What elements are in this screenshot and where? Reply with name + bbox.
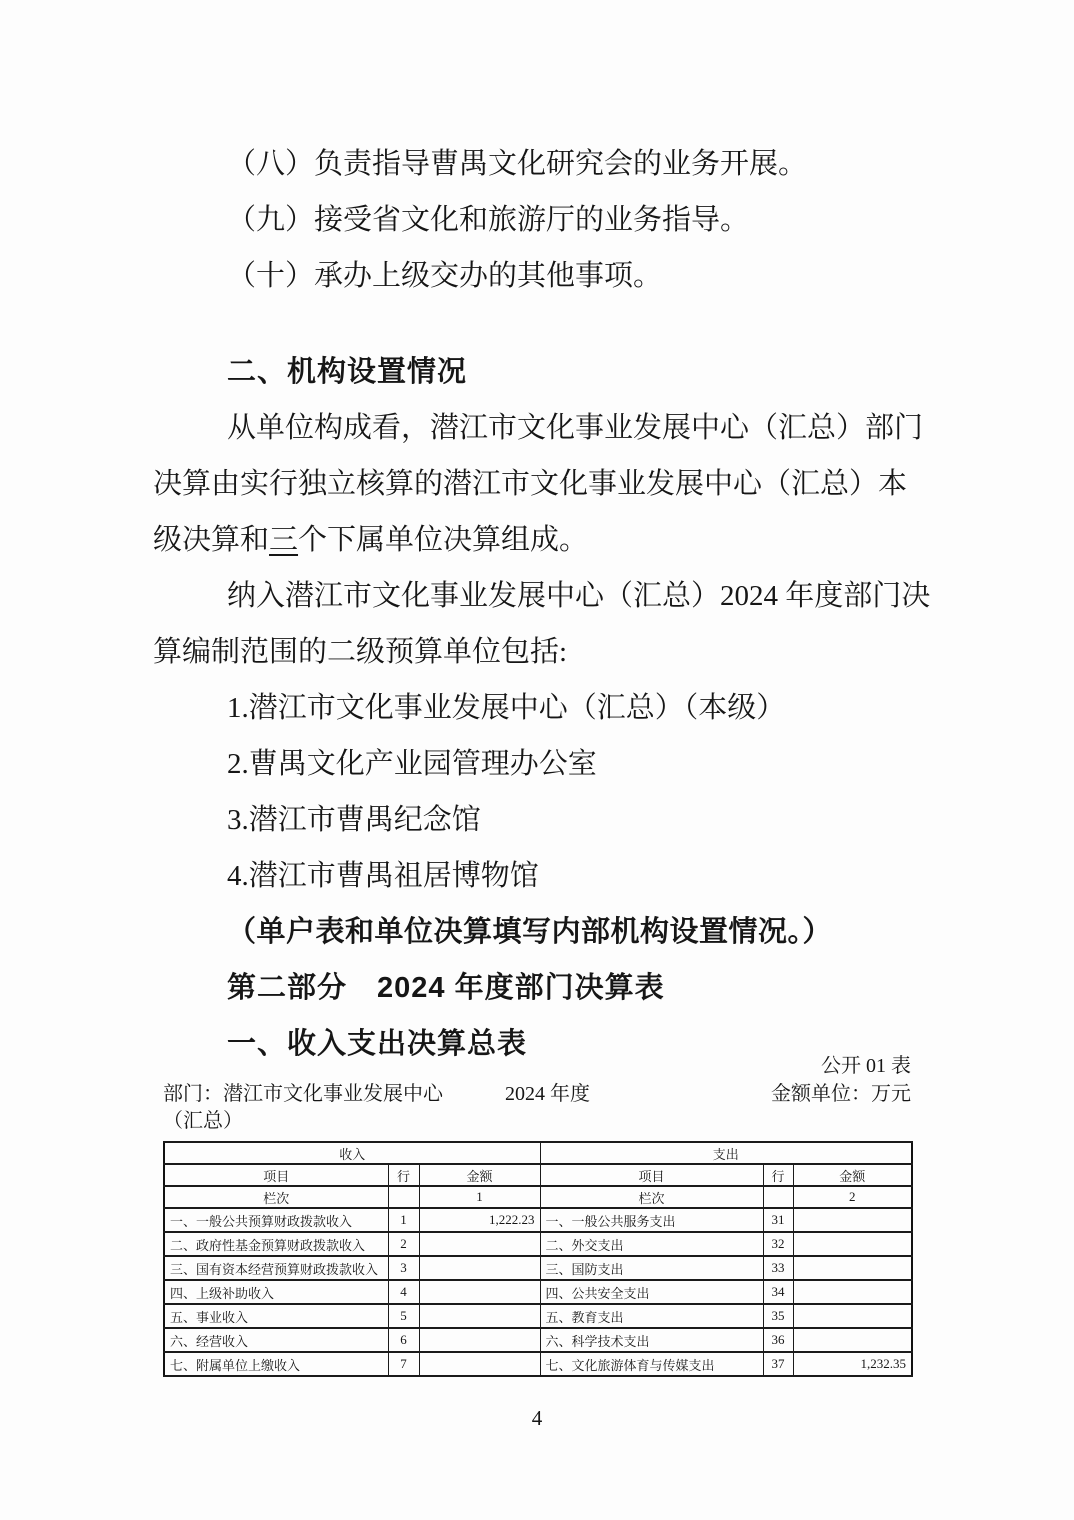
statement-table-area <box>163 1054 911 1377</box>
unit-list-item-1: 1.潜江市文化事业发展中心（汇总）（本级） <box>227 692 786 724</box>
income-row-number: 4 <box>388 1280 419 1304</box>
income-row-number: 7 <box>388 1352 419 1376</box>
expense-row-number: 36 <box>763 1328 793 1352</box>
expense-rowno-header: 行 <box>763 1164 793 1186</box>
income-amount <box>419 1328 540 1352</box>
income-item: 四、上级补助收入 <box>164 1280 388 1304</box>
expense-amount <box>793 1304 912 1328</box>
table-row <box>164 1232 912 1256</box>
income-item: 一、一般公共预算财政拨款收入 <box>164 1208 388 1232</box>
unit-list-item-2: 2.曹禺文化产业园管理办公室 <box>227 748 597 780</box>
income-row-number: 2 <box>388 1232 419 1256</box>
income-amount-header: 金额 <box>419 1164 540 1186</box>
expense-amount: 1,232.35 <box>793 1352 912 1376</box>
income-row-number: 5 <box>388 1304 419 1328</box>
income-rowno-header: 行 <box>388 1164 419 1186</box>
unit-label: 金额单位：万元 <box>771 1083 911 1105</box>
duty-item-9: （九）接受省文化和旅游厅的业务指导。 <box>227 204 750 236</box>
expense-amount <box>793 1280 912 1304</box>
income-amount <box>419 1256 540 1280</box>
duty-item-10: （十）承办上级交办的其他事项。 <box>227 260 663 292</box>
unit-list-item-3: 3.潜江市曹禺纪念馆 <box>227 804 481 836</box>
expense-item: 六、科学技术支出 <box>540 1328 763 1352</box>
expense-col-number: 2 <box>793 1186 912 1208</box>
paragraph1-line3-pre: 级决算和 <box>153 524 270 556</box>
table-row <box>164 1208 912 1232</box>
expense-item: 五、教育支出 <box>540 1304 763 1328</box>
paragraph2-line1: 纳入潜江市文化事业发展中心（汇总）2024 年度部门决 <box>227 580 931 612</box>
table-meta-line <box>163 1080 911 1108</box>
department-label: 部门：潜江市文化事业发展中心 <box>163 1083 443 1105</box>
duty-item-8: （八）负责指导曹禺文化研究会的业务开展。 <box>227 148 808 180</box>
income-row-number: 1 <box>388 1208 419 1232</box>
expense-amount <box>793 1232 912 1256</box>
table-row <box>164 1352 912 1376</box>
table-section-heading: 一、收入支出决算总表 <box>227 1028 528 1060</box>
income-col-number: 1 <box>419 1186 540 1208</box>
paragraph1-line3 <box>153 512 925 568</box>
table-tag: 公开 01 表 <box>821 1055 911 1077</box>
expense-item-header: 项目 <box>540 1164 763 1186</box>
income-item: 六、经营收入 <box>164 1328 388 1352</box>
expense-lanci-label: 栏次 <box>540 1186 763 1208</box>
paragraph2-line2: 算编制范围的二级预算单位包括: <box>153 636 568 668</box>
income-item-header: 项目 <box>164 1164 388 1186</box>
income-item: 七、附属单位上缴收入 <box>164 1352 388 1376</box>
table-row <box>164 1304 912 1328</box>
paragraph1-line2: 决算由实行独立核算的潜江市文化事业发展中心（汇总）本 <box>153 468 908 500</box>
bold-note: （单户表和单位决算填写内部机构设置情况。） <box>227 916 833 948</box>
income-group-header: 收入 <box>164 1142 540 1164</box>
year-label: 2024 年度 <box>505 1083 590 1105</box>
expense-row-number: 32 <box>763 1232 793 1256</box>
expense-item: 二、外交支出 <box>540 1232 763 1256</box>
expense-item: 三、国防支出 <box>540 1256 763 1280</box>
expense-item: 一、一般公共服务支出 <box>540 1208 763 1232</box>
expense-item: 七、文化旅游体育与传媒支出 <box>540 1352 763 1376</box>
page-number: 4 <box>531 1406 543 1430</box>
expense-row-number: 31 <box>763 1208 793 1232</box>
department-label-line2: （汇总） <box>163 1110 243 1132</box>
section2-heading: 二、机构设置情况 <box>227 356 468 388</box>
table-row <box>164 1280 912 1304</box>
income-item: 二、政府性基金预算财政拨款收入 <box>164 1232 388 1256</box>
expense-group-header: 支出 <box>540 1142 912 1164</box>
income-amount <box>419 1280 540 1304</box>
income-item: 三、国有资本经营预算财政拨款收入 <box>164 1256 388 1280</box>
part2-heading: 第二部分 2024 年度部门决算表 <box>227 972 665 1004</box>
expense-amount <box>793 1256 912 1280</box>
expense-lanci-rowno <box>763 1186 793 1208</box>
income-amount: 1,222.23 <box>419 1208 540 1232</box>
unit-list-item-4: 4.潜江市曹禺祖居博物馆 <box>227 860 539 892</box>
income-row-number: 3 <box>388 1256 419 1280</box>
expense-row-number: 33 <box>763 1256 793 1280</box>
paragraph1-line1: 从单位构成看，潜江市文化事业发展中心（汇总）部门 <box>227 412 924 444</box>
income-lanci-label: 栏次 <box>164 1186 388 1208</box>
document-body <box>153 136 931 1072</box>
income-row-number: 6 <box>388 1328 419 1352</box>
expense-row-number: 34 <box>763 1280 793 1304</box>
income-amount <box>419 1304 540 1328</box>
table-lanci-row <box>164 1186 912 1208</box>
expense-amount-header: 金额 <box>793 1164 912 1186</box>
income-lanci-rowno <box>388 1186 419 1208</box>
expense-amount <box>793 1208 912 1232</box>
income-item: 五、事业收入 <box>164 1304 388 1328</box>
paragraph1-line3-post: 个下属单位决算组成。 <box>298 524 589 556</box>
table-group-header-row <box>164 1142 912 1164</box>
income-amount <box>419 1232 540 1256</box>
income-amount <box>419 1352 540 1376</box>
expense-row-number: 37 <box>763 1352 793 1376</box>
table-column-header-row <box>164 1164 912 1186</box>
underlined-number: 三 <box>269 524 299 556</box>
table-row <box>164 1256 912 1280</box>
expense-amount <box>793 1328 912 1352</box>
income-expense-table <box>163 1141 913 1377</box>
expense-row-number: 35 <box>763 1304 793 1328</box>
table-row <box>164 1328 912 1352</box>
expense-item: 四、公共安全支出 <box>540 1280 763 1304</box>
